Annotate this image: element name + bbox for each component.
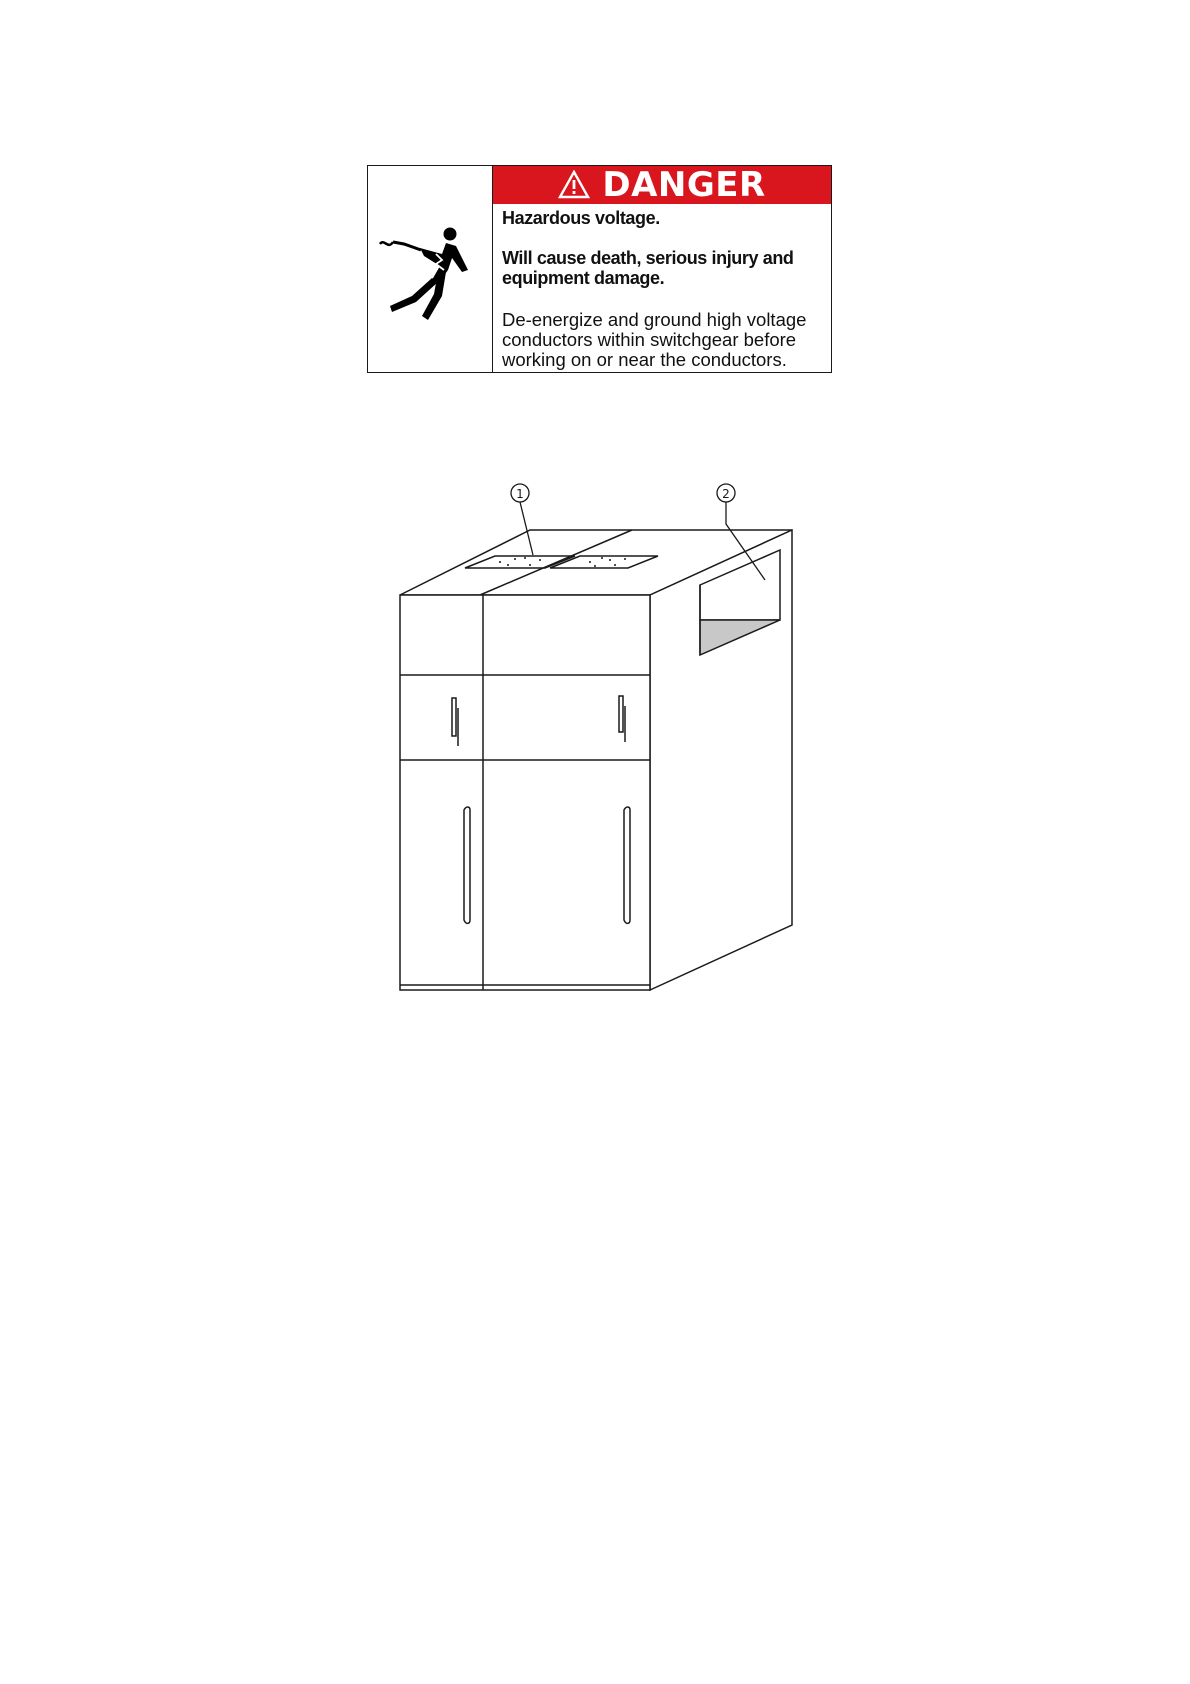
pictogram-panel: [368, 166, 493, 372]
instruction-text: De-energize and ground high voltage conductors within switchgear before working on or near the conductors.: [502, 309, 807, 370]
danger-safety-label: [367, 165, 832, 373]
danger-header: [493, 166, 831, 204]
electric-shock-person-icon: [376, 226, 486, 326]
warning-triangle-icon: [558, 170, 590, 200]
hazard-text: Hazardous voltage.: [502, 208, 660, 228]
callout-2: 2: [722, 487, 730, 501]
switchgear-cabinet-illustration: [380, 470, 810, 1000]
callout-1: 1: [516, 487, 524, 501]
signal-word: DANGER: [602, 165, 766, 205]
consequence-text: Will cause death, serious injury and equipment damage.: [502, 248, 794, 288]
